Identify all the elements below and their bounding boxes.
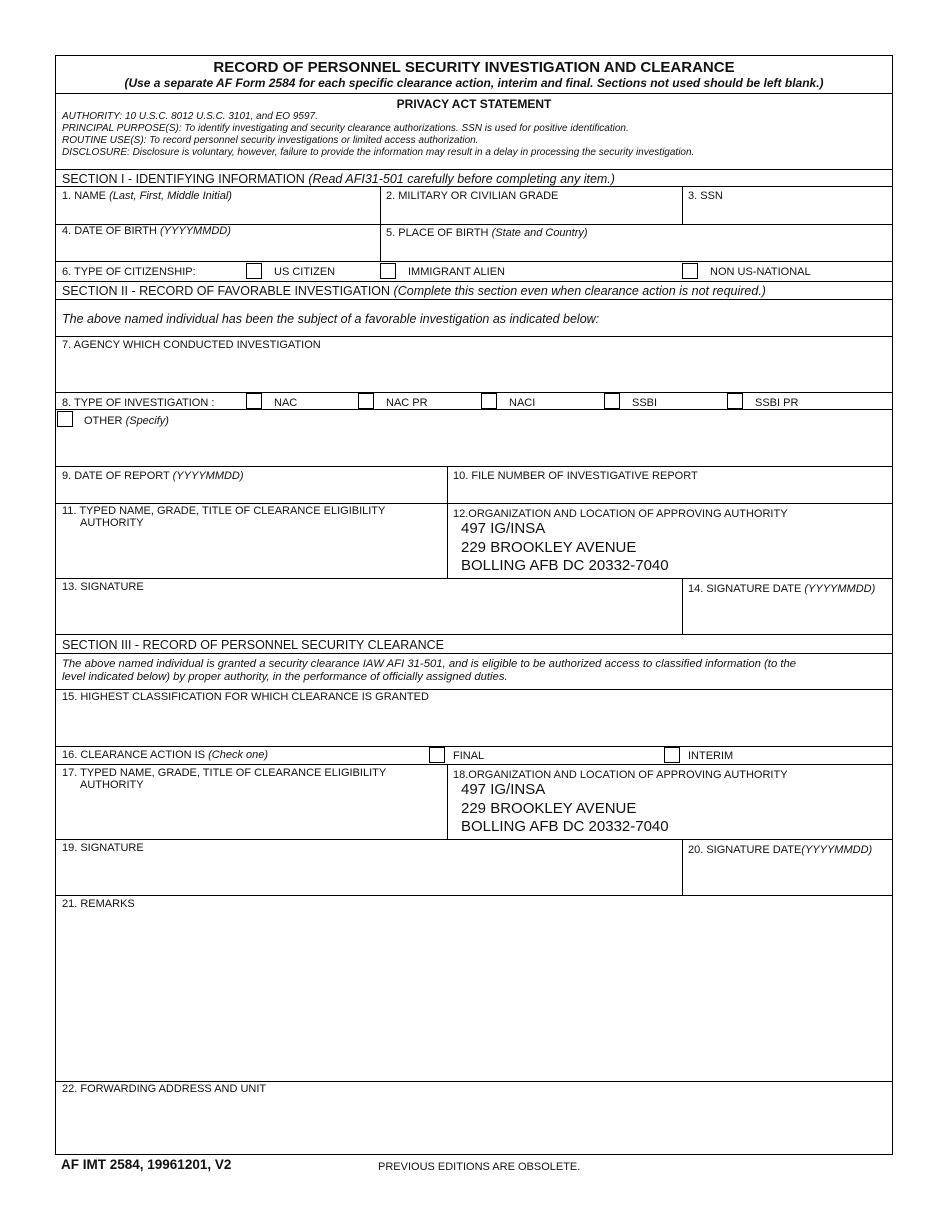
nac-pr-checkbox[interactable] (358, 393, 374, 409)
nac-label: NAC (274, 397, 298, 409)
other-investigation-field[interactable]: OTHER (Specify) (84, 415, 169, 427)
approving-org-label: 12.ORGANIZATION AND LOCATION OF APPROVING AUTHORITY (453, 508, 788, 520)
ssbi-pr-label: SSBI PR (755, 397, 799, 409)
citizenship-label: 6. TYPE OF CITIZENSHIP: (62, 266, 196, 278)
security-clearance-form (55, 55, 893, 1155)
immigrant-alien-checkbox[interactable] (380, 263, 396, 279)
signature-field-2[interactable]: 19. SIGNATURE (62, 842, 144, 854)
privacy-act-heading: PRIVACY ACT STATEMENT (396, 97, 552, 111)
non-us-national-checkbox[interactable] (682, 263, 698, 279)
privacy-purpose: PRINCIPAL PURPOSE(S): To identify investigating and security clearance authorizations. SSN is used for positive identification. (62, 123, 629, 134)
signature-field[interactable]: 13. SIGNATURE (62, 581, 144, 593)
name-field[interactable]: 1. NAME (Last, First, Middle Initial) (62, 190, 232, 202)
ssbi-checkbox[interactable] (604, 393, 620, 409)
privacy-authority: AUTHORITY: 10 U.S.C. 8012 U.S.C. 3101, and EO 9597. (62, 111, 318, 122)
classification-field[interactable]: 15. HIGHEST CLASSIFICATION FOR WHICH CLEARANCE IS GRANTED (62, 691, 429, 703)
eligibility-authority-field[interactable]: 11. TYPED NAME, GRADE, TITLE OF CLEARANCE ELIGIBILITY AUTHORITY (62, 505, 386, 529)
nac-pr-label: NAC PR (386, 397, 428, 409)
privacy-act-text (62, 111, 694, 159)
forwarding-address-field[interactable]: 22. FORWARDING ADDRESS AND UNIT (62, 1083, 267, 1095)
section-3-heading: SECTION III - RECORD OF PERSONNEL SECURITY CLEARANCE (62, 638, 445, 652)
approving-org-label-2: 18.ORGANIZATION AND LOCATION OF APPROVING AUTHORITY (453, 769, 788, 781)
interim-label: INTERIM (688, 750, 734, 762)
investigation-type-label: 8. TYPE OF INVESTIGATION : (62, 397, 215, 409)
obsolete-notice: PREVIOUS EDITIONS ARE OBSOLETE. (378, 1161, 581, 1173)
ssbi-pr-checkbox[interactable] (727, 393, 743, 409)
file-number-field[interactable]: 10. FILE NUMBER OF INVESTIGATIVE REPORT (453, 470, 698, 482)
naci-checkbox[interactable] (481, 393, 497, 409)
other-investigation-checkbox[interactable] (57, 411, 73, 427)
interim-checkbox[interactable] (664, 747, 680, 763)
approving-org-address: 497 IG/INSA 229 BROOKLEY AVENUE BOLLING AFB DC 20332-7040 (461, 520, 669, 574)
privacy-disclosure: DISCLOSURE: Disclosure is voluntary, however, failure to provide the information may result in a delay in processing the security investigation. (62, 147, 695, 158)
nac-checkbox[interactable] (246, 393, 262, 409)
report-date-field[interactable]: 9. DATE OF REPORT (YYYYMMDD) (62, 470, 244, 482)
signature-date-field[interactable]: 14. SIGNATURE DATE (YYYYMMDD) (688, 583, 876, 595)
immigrant-alien-label: IMMIGRANT ALIEN (408, 266, 505, 278)
section-2-statement: The above named individual has been the subject of a favorable investigation as indicated below: (62, 312, 600, 326)
investigating-agency-field[interactable]: 7. AGENCY WHICH CONDUCTED INVESTIGATION (62, 339, 321, 351)
grade-field[interactable]: 2. MILITARY OR CIVILIAN GRADE (386, 190, 559, 202)
ssn-field[interactable]: 3. SSN (688, 190, 723, 202)
ssbi-label: SSBI (632, 397, 658, 409)
clearance-action-label: 16. CLEARANCE ACTION IS (Check one) (62, 749, 269, 761)
privacy-routine-use: ROUTINE USE(S): To record personnel security investigations or limited access authorization. (62, 135, 479, 146)
place-of-birth-field[interactable]: 5. PLACE OF BIRTH (State and Country) (386, 227, 588, 239)
final-checkbox[interactable] (429, 747, 445, 763)
non-us-national-label: NON US-NATIONAL (710, 266, 811, 278)
date-of-birth-field[interactable]: 4. DATE OF BIRTH (YYYYMMDD) (62, 225, 231, 237)
form-identifier: AF IMT 2584, 19961201, V2 (61, 1157, 232, 1172)
naci-label: NACI (509, 397, 536, 409)
section-2-heading: SECTION II - RECORD OF FAVORABLE INVESTIGATION (Complete this section even when clearance action is not required.) (62, 284, 766, 298)
signature-date-field-2[interactable]: 20. SIGNATURE DATE(YYYYMMDD) (688, 844, 873, 856)
final-label: FINAL (453, 750, 485, 762)
us-citizen-checkbox[interactable] (246, 263, 262, 279)
us-citizen-label: US CITIZEN (274, 266, 336, 278)
approving-org-address-2: 497 IG/INSA 229 BROOKLEY AVENUE BOLLING AFB DC 20332-7040 (461, 781, 669, 835)
remarks-field[interactable]: 21. REMARKS (62, 898, 135, 910)
section-3-statement: The above named individual is granted a security clearance IAW AFI 31-501, and is eligible to be authorized access to classified information (to the level indicated below) by proper authority, in the performance of officially assigned duties. (62, 658, 797, 683)
form-subtitle: (Use a separate AF Form 2584 for each specific clearance action, interim and final. Sections not used should be left blank.) (124, 76, 824, 90)
eligibility-authority-field-2[interactable]: 17. TYPED NAME, GRADE, TITLE OF CLEARANCE ELIGIBILITY AUTHORITY (62, 767, 387, 791)
form-title: RECORD OF PERSONNEL SECURITY INVESTIGATION AND CLEARANCE (213, 59, 735, 76)
section-1-heading: SECTION I - IDENTIFYING INFORMATION (Read AFI31-501 carefully before completing any item.) (62, 172, 615, 186)
